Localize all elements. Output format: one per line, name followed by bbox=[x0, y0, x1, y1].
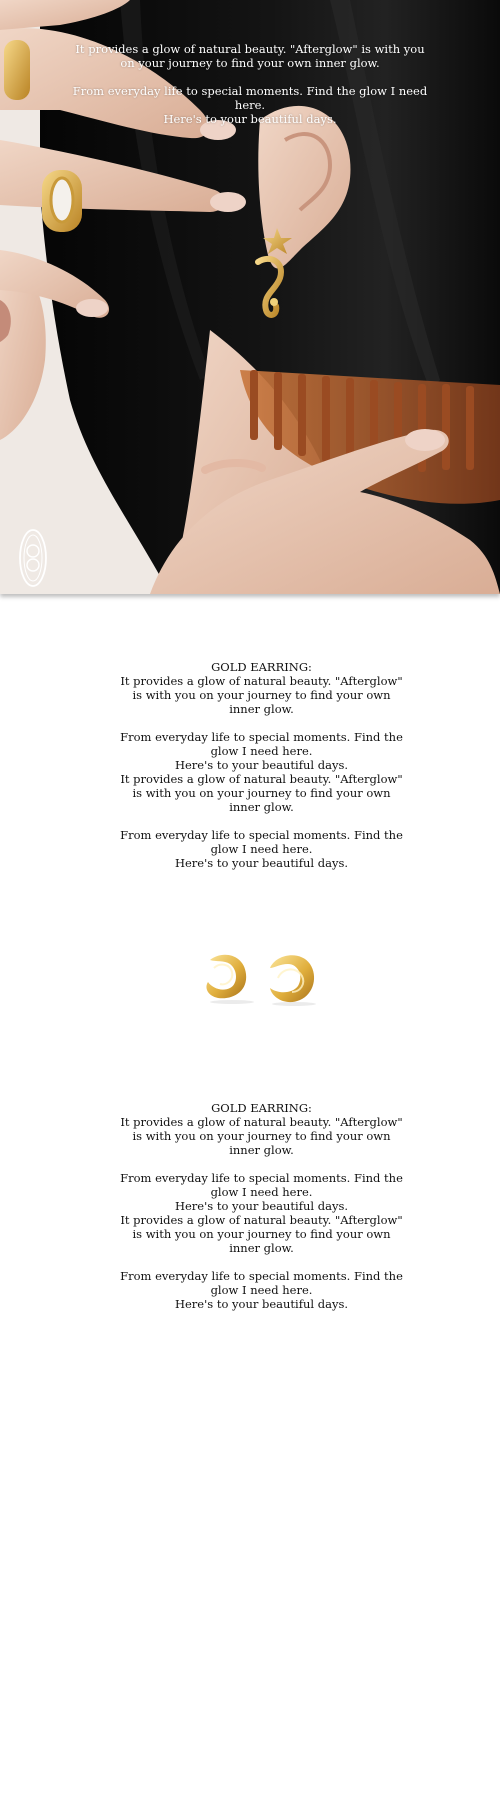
gold-earring-product-image bbox=[196, 948, 322, 1006]
description-paragraph: From everyday life to special moments. Find the glow I need here. bbox=[120, 828, 403, 856]
description-paragraph: It provides a glow of natural beauty. "Afterglow" is with you on your journey to find your own inner glow. bbox=[120, 674, 403, 716]
hero-line-3: Here's to your beautiful days. bbox=[163, 112, 337, 126]
hero-line-2: From everyday life to special moments. Find the glow I need here. bbox=[72, 84, 428, 112]
description-paragraph: Here's to your beautiful days. bbox=[174, 856, 349, 870]
hero-banner bbox=[0, 0, 500, 594]
description-paragraph: Here's to your beautiful days. bbox=[174, 1297, 349, 1311]
description-paragraph: It provides a glow of natural beauty. "Afterglow" is with you on your journey to find your own inner glow. bbox=[120, 1115, 403, 1157]
description-heading: GOLD EARRING: bbox=[211, 1101, 312, 1115]
hero-line-1: It provides a glow of natural beauty. "Afterglow" is with you on your journey to find your own inner glow. bbox=[75, 42, 425, 70]
description-paragraph: From everyday life to special moments. Find the glow I need here. bbox=[120, 1171, 403, 1199]
description-heading: GOLD EARRING: bbox=[211, 660, 312, 674]
description-paragraph: It provides a glow of natural beauty. "Afterglow" is with you on your journey to find your own inner glow. bbox=[120, 772, 403, 814]
description-paragraph: From everyday life to special moments. Find the glow I need here. bbox=[120, 1269, 403, 1297]
product-description-1 bbox=[120, 660, 403, 870]
hero-tagline bbox=[70, 42, 430, 126]
product-description-2 bbox=[120, 1101, 403, 1311]
description-paragraph: It provides a glow of natural beauty. "Afterglow" is with you on your journey to find your own inner glow. bbox=[120, 1213, 403, 1255]
description-paragraph: Here's to your beautiful days. bbox=[174, 758, 349, 772]
brand-monogram-icon bbox=[18, 528, 48, 588]
description-paragraph: From everyday life to special moments. Find the glow I need here. bbox=[120, 730, 403, 758]
description-paragraph: Here's to your beautiful days. bbox=[174, 1199, 349, 1213]
